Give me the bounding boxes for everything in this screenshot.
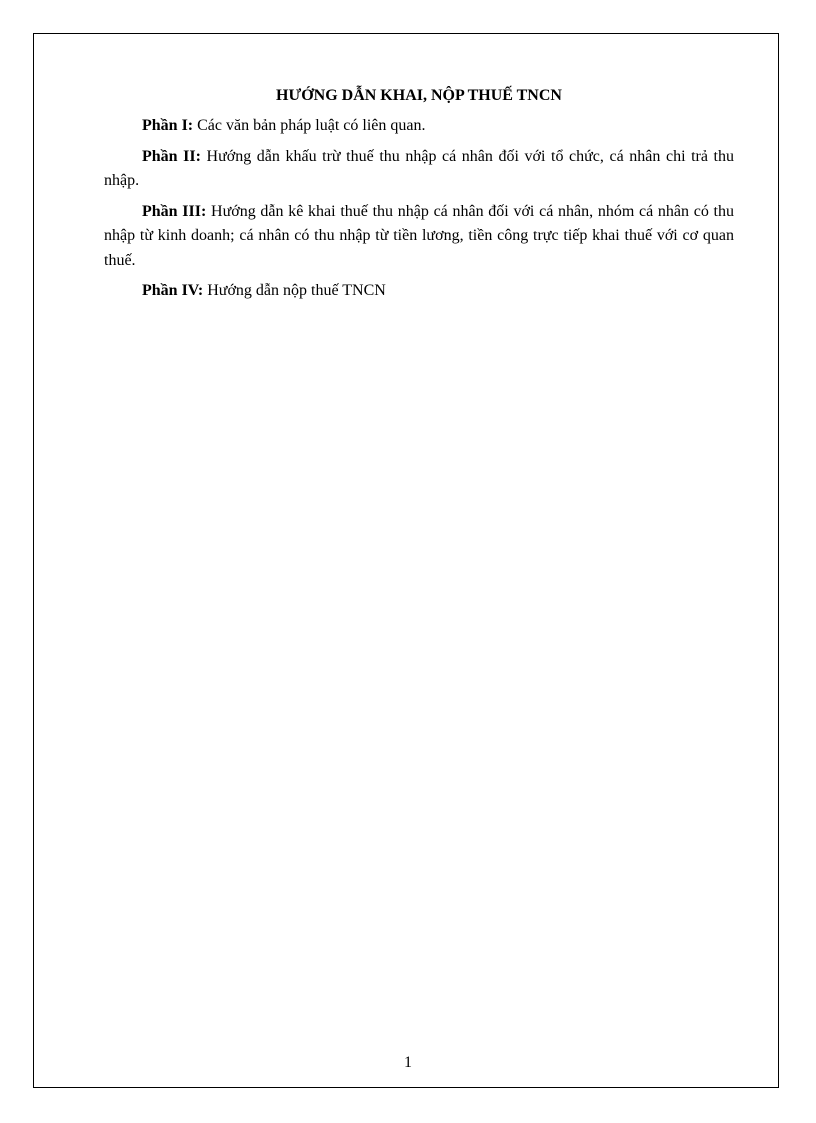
document-body (104, 84, 734, 310)
section-part-2 (104, 145, 734, 194)
section-label: Phần I: (142, 117, 194, 134)
section-text: Các văn bản pháp luật có liên quan. (193, 117, 426, 134)
section-text: Hướng dẫn kê khai thuế thu nhập cá nhân đối với cá nhân, nhóm cá nhân có thu nhập từ kinh doanh; cá nhân có thu nhập từ tiền lương, tiền công trực tiếp khai thuế với cơ quan thuế. (104, 202, 734, 269)
section-label: Phần III: (142, 202, 207, 220)
page-number: 1 (404, 1054, 412, 1071)
section-part-1 (104, 114, 734, 139)
section-text: Hướng dẫn khấu trừ thuế thu nhập cá nhân đối với tổ chức, cá nhân chi trả thu nhập. (104, 147, 734, 189)
document-title: HƯỚNG DẪN KHAI, NỘP THUẾ TNCN (276, 87, 562, 104)
section-part-4 (104, 279, 734, 304)
section-text: Hướng dẫn nộp thuế TNCN (203, 282, 386, 299)
section-label: Phần IV: (142, 282, 204, 299)
section-label: Phần II: (142, 147, 201, 165)
section-part-3 (104, 200, 734, 274)
